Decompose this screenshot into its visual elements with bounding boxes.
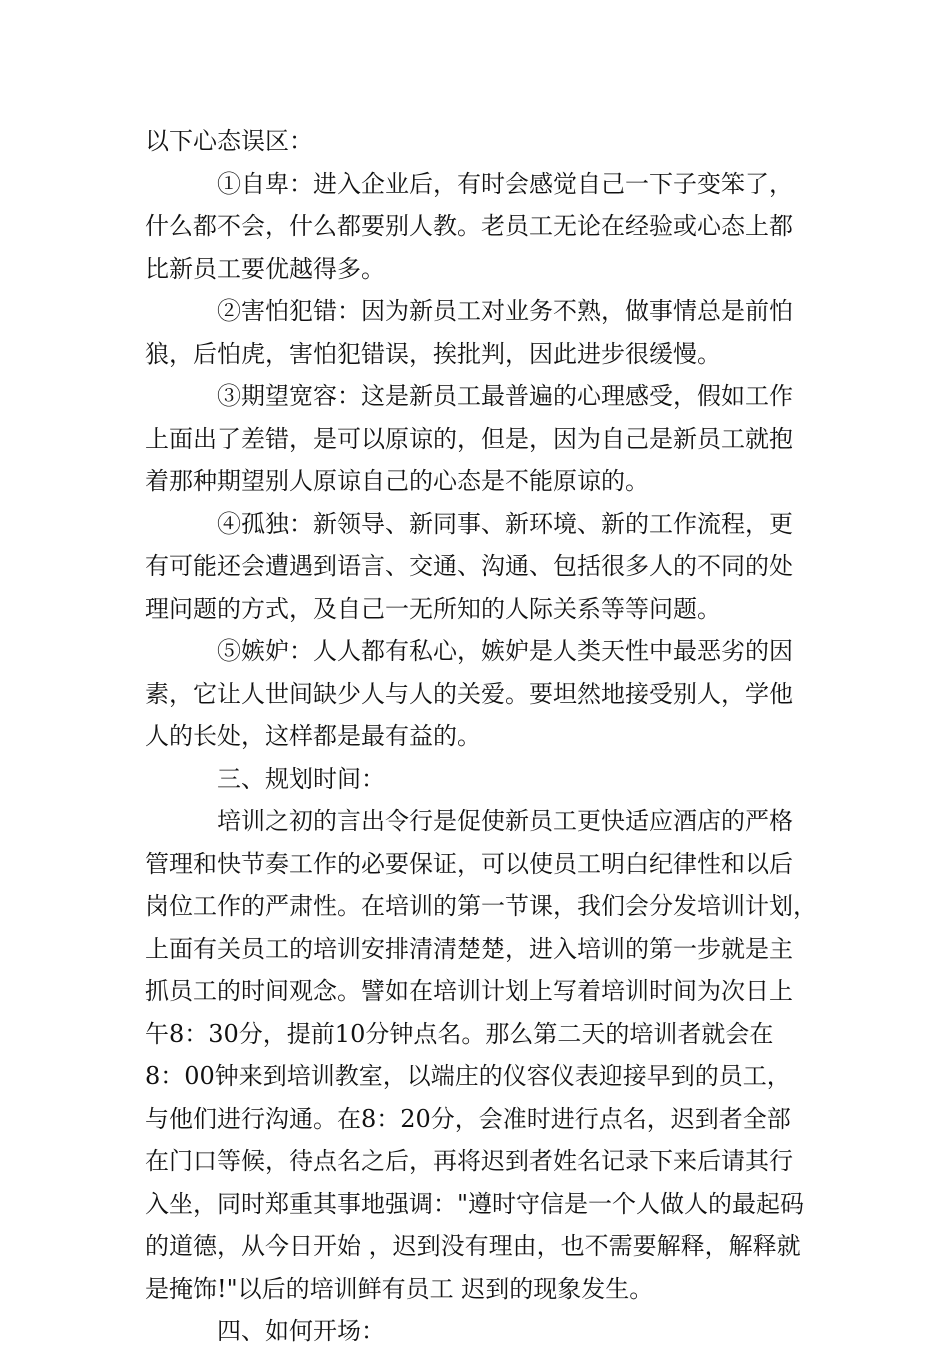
text-line: 的道德，从今日开始 ，迟到没有理由，也不需要解释，解释就 xyxy=(145,1232,801,1260)
text-line: 管理和快节奏工作的必要保证，可以使员工明白纪律性和以后 xyxy=(145,849,793,878)
text-line: 培训之初的言出令行是促使新员工更快适应酒店的严格 xyxy=(217,807,793,835)
document-body xyxy=(145,120,817,1353)
paragraph xyxy=(145,758,805,801)
text-line: 理问题的方式，及自己一无所知的人际关系等等问题。 xyxy=(145,594,721,623)
text-line: 上面出了差错，是可以原谅的，但是，因为自己是新员工就抱 xyxy=(145,424,793,453)
text-line: 人的长处，这样都是最有益的。 xyxy=(145,722,481,750)
text-line: 着那种期望别人原谅自己的心态是不能原谅的。 xyxy=(145,467,649,495)
text-line: ⑤嫉妒：人人都有私心，嫉妒是人类天性中最恶劣的因 xyxy=(217,637,793,665)
text-line: 是掩饰!"以后的培训鲜有员工 迟到的现象发生。 xyxy=(145,1274,654,1303)
paragraph xyxy=(145,630,805,758)
paragraph xyxy=(145,163,805,291)
paragraph xyxy=(145,800,817,1310)
text-line: 在门口等候，待点名之后，再将迟到者姓名记录下来后请其行 xyxy=(145,1147,793,1175)
text-line: 上面有关员工的培训安排清清楚楚，进入培训的第一步就是主 xyxy=(145,934,793,963)
text-line: ①自卑：进入企业后，有时会感觉自己一下子变笨了， xyxy=(217,169,793,198)
text-line: 比新员工要优越得多。 xyxy=(145,254,385,283)
text-line: ④孤独：新领导、新同事、新环境、新的工作流程，更 xyxy=(217,509,793,538)
text-line: 以下心态误区： xyxy=(145,127,313,155)
paragraph xyxy=(145,120,805,163)
text-line: ③期望宽容：这是新员工最普遍的心理感受，假如工作 xyxy=(217,382,793,410)
paragraph xyxy=(145,290,805,375)
paragraph xyxy=(145,1310,805,1353)
text-line: 午8：30分，提前10分钟点名。那么第二天的培训者就会在 xyxy=(145,1019,774,1048)
text-line: 素，它让人世间缺少人与人的关爱。要坦然地接受别人，学他 xyxy=(145,679,793,708)
text-line: 三、规划时间： xyxy=(217,764,385,793)
text-line: ②害怕犯错：因为新员工对业务不熟，做事情总是前怕 xyxy=(217,297,793,325)
text-line: 与他们进行沟通。在8：20分，会准时进行点名，迟到者全部 xyxy=(145,1104,791,1133)
text-line: 什么都不会，什么都要别人教。老员工无论在经验或心态上都 xyxy=(145,212,793,240)
text-line: 8：00钟来到培训教室，以端庄的仪容仪表迎接早到的员工， xyxy=(145,1062,791,1090)
paragraph xyxy=(145,503,805,631)
text-line: 岗位工作的严肃性。在培训的第一节课，我们会分发培训计划， xyxy=(145,892,817,920)
text-line: 入坐，同时郑重其事地强调："遵时守信是一个人做人的最起码 xyxy=(145,1189,805,1218)
paragraph xyxy=(145,375,805,503)
text-line: 抓员工的时间观念。譬如在培训计划上写着培训时间为次日上 xyxy=(145,977,793,1005)
text-line: 有可能还会遭遇到语言、交通、沟通、包括很多人的不同的处 xyxy=(145,552,793,580)
text-line: 四、如何开场： xyxy=(217,1317,385,1345)
text-line: 狼，后怕虎，害怕犯错误，挨批判，因此进步很缓慢。 xyxy=(145,339,721,368)
